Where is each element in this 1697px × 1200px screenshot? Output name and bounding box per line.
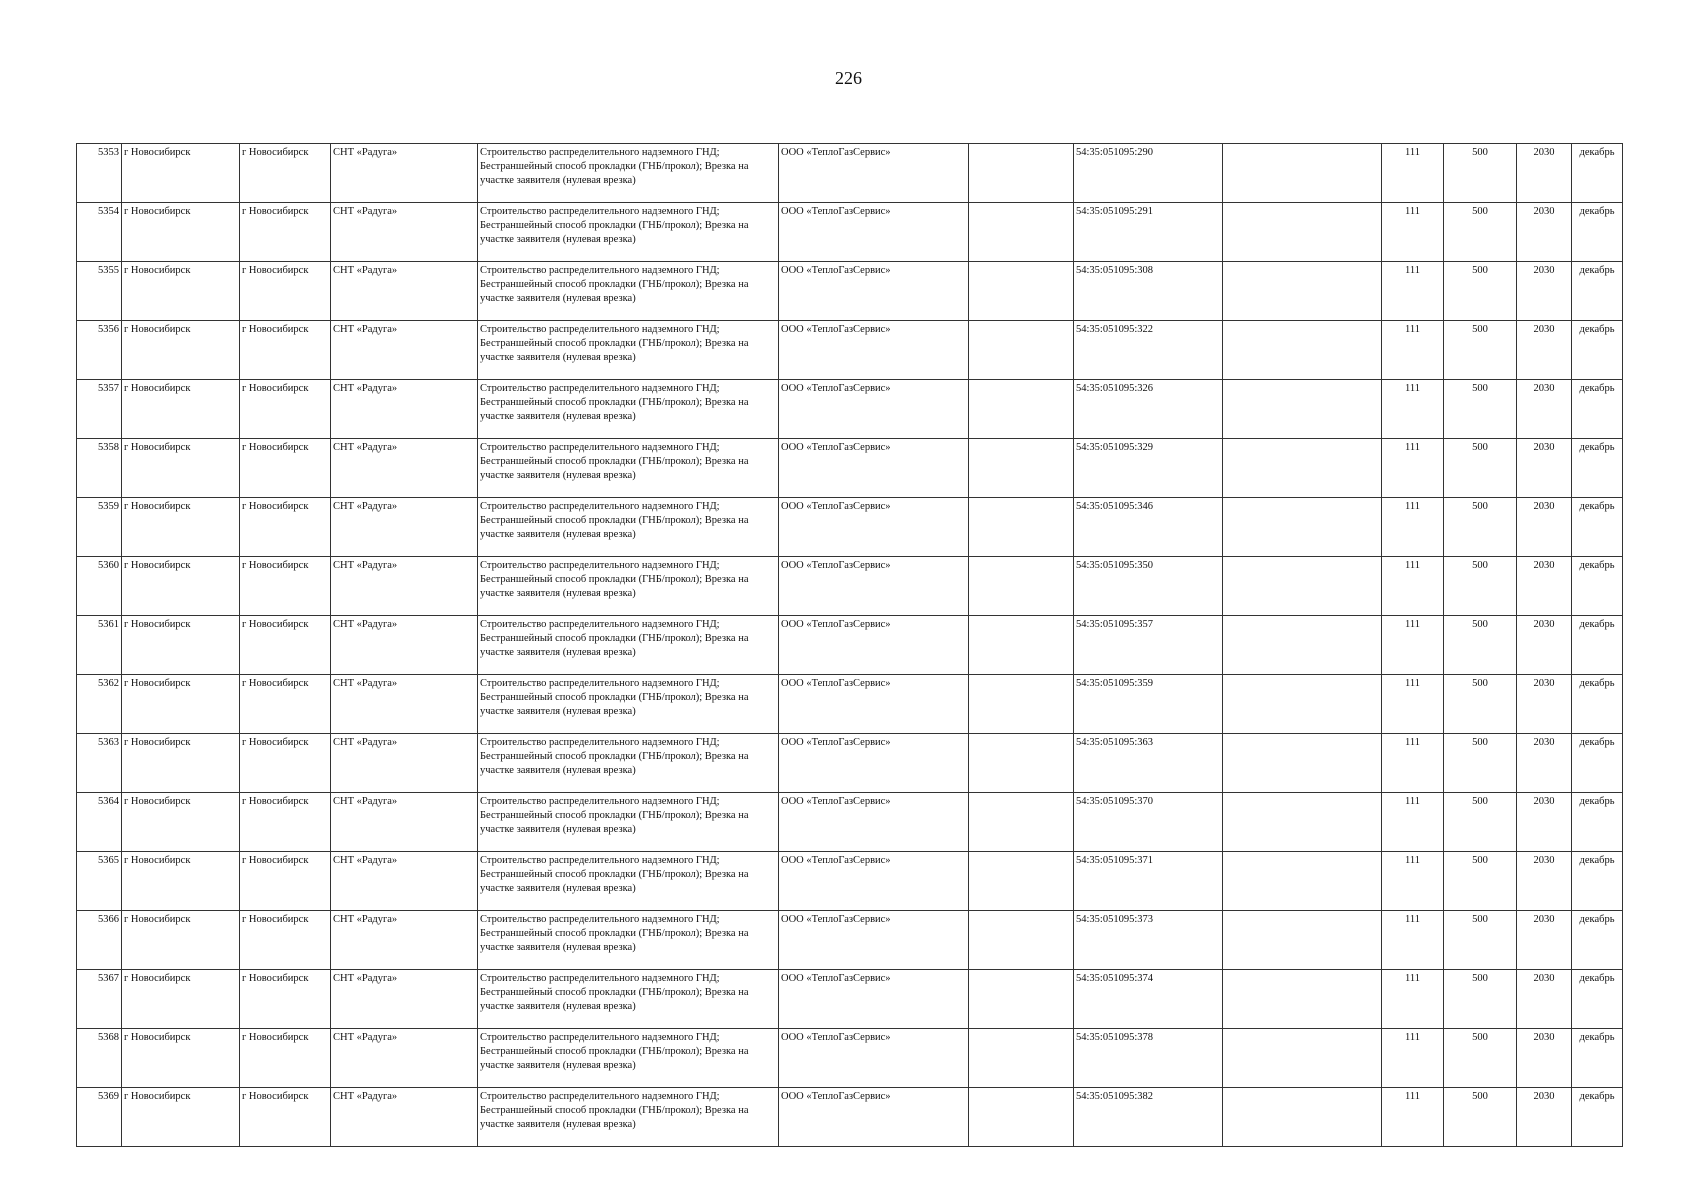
locality-cell: г Новосибирск xyxy=(240,1088,331,1147)
municipality-cell: г Новосибирск xyxy=(122,852,240,911)
row-number-cell: 5369 xyxy=(77,1088,122,1147)
row-number-cell: 5356 xyxy=(77,321,122,380)
row-number-cell: 5368 xyxy=(77,1029,122,1088)
year-cell: 2030 xyxy=(1517,498,1572,557)
length-cell: 500 xyxy=(1444,262,1517,321)
year-cell: 2030 xyxy=(1517,1088,1572,1147)
organization-cell: ООО «ТеплоГазСервис» xyxy=(779,262,969,321)
address-cell: СНТ «Радуга» xyxy=(331,439,478,498)
table-row xyxy=(77,498,1623,557)
year-cell: 2030 xyxy=(1517,675,1572,734)
table-body xyxy=(77,144,1623,1147)
empty-cell xyxy=(969,793,1074,852)
empty-cell xyxy=(1223,734,1382,793)
work-description-cell: Строительство распределительного надземного ГНД; Бестраншейный способ прокладки (ГНБ/прокол); Врезка на участке заявителя (нулевая врезка) xyxy=(478,380,779,439)
registry-table xyxy=(76,143,1623,1147)
locality-cell: г Новосибирск xyxy=(240,734,331,793)
year-cell: 2030 xyxy=(1517,380,1572,439)
month-cell: декабрь xyxy=(1572,203,1623,262)
empty-cell xyxy=(1223,1029,1382,1088)
table-row xyxy=(77,203,1623,262)
diameter-cell: 111 xyxy=(1382,675,1444,734)
diameter-cell: 111 xyxy=(1382,970,1444,1029)
address-cell: СНТ «Радуга» xyxy=(331,734,478,793)
organization-cell: ООО «ТеплоГазСервис» xyxy=(779,203,969,262)
work-description-cell: Строительство распределительного надземного ГНД; Бестраншейный способ прокладки (ГНБ/прокол); Врезка на участке заявителя (нулевая врезка) xyxy=(478,1088,779,1147)
row-number-cell: 5367 xyxy=(77,970,122,1029)
municipality-cell: г Новосибирск xyxy=(122,321,240,380)
row-number-cell: 5366 xyxy=(77,911,122,970)
month-cell: декабрь xyxy=(1572,911,1623,970)
month-cell: декабрь xyxy=(1572,793,1623,852)
locality-cell: г Новосибирск xyxy=(240,970,331,1029)
work-description-cell: Строительство распределительного надземного ГНД; Бестраншейный способ прокладки (ГНБ/прокол); Врезка на участке заявителя (нулевая врезка) xyxy=(478,1029,779,1088)
organization-cell: ООО «ТеплоГазСервис» xyxy=(779,380,969,439)
year-cell: 2030 xyxy=(1517,734,1572,793)
cadastral-number-cell: 54:35:051095:322 xyxy=(1074,321,1223,380)
organization-cell: ООО «ТеплоГазСервис» xyxy=(779,793,969,852)
organization-cell: ООО «ТеплоГазСервис» xyxy=(779,970,969,1029)
empty-cell xyxy=(1223,793,1382,852)
empty-cell xyxy=(1223,852,1382,911)
row-number-cell: 5365 xyxy=(77,852,122,911)
organization-cell: ООО «ТеплоГазСервис» xyxy=(779,616,969,675)
address-cell: СНТ «Радуга» xyxy=(331,1029,478,1088)
work-description-cell: Строительство распределительного надземного ГНД; Бестраншейный способ прокладки (ГНБ/прокол); Врезка на участке заявителя (нулевая врезка) xyxy=(478,439,779,498)
year-cell: 2030 xyxy=(1517,970,1572,1029)
municipality-cell: г Новосибирск xyxy=(122,675,240,734)
month-cell: декабрь xyxy=(1572,734,1623,793)
diameter-cell: 111 xyxy=(1382,1029,1444,1088)
diameter-cell: 111 xyxy=(1382,203,1444,262)
cadastral-number-cell: 54:35:051095:291 xyxy=(1074,203,1223,262)
length-cell: 500 xyxy=(1444,793,1517,852)
year-cell: 2030 xyxy=(1517,1029,1572,1088)
row-number-cell: 5363 xyxy=(77,734,122,793)
table-row xyxy=(77,911,1623,970)
locality-cell: г Новосибирск xyxy=(240,439,331,498)
work-description-cell: Строительство распределительного надземного ГНД; Бестраншейный способ прокладки (ГНБ/прокол); Врезка на участке заявителя (нулевая врезка) xyxy=(478,498,779,557)
organization-cell: ООО «ТеплоГазСервис» xyxy=(779,498,969,557)
empty-cell xyxy=(969,262,1074,321)
locality-cell: г Новосибирск xyxy=(240,1029,331,1088)
municipality-cell: г Новосибирск xyxy=(122,262,240,321)
diameter-cell: 111 xyxy=(1382,734,1444,793)
empty-cell xyxy=(969,1088,1074,1147)
work-description-cell: Строительство распределительного надземного ГНД; Бестраншейный способ прокладки (ГНБ/прокол); Врезка на участке заявителя (нулевая врезка) xyxy=(478,793,779,852)
empty-cell xyxy=(969,734,1074,793)
length-cell: 500 xyxy=(1444,203,1517,262)
length-cell: 500 xyxy=(1444,498,1517,557)
table-row xyxy=(77,793,1623,852)
address-cell: СНТ «Радуга» xyxy=(331,675,478,734)
year-cell: 2030 xyxy=(1517,852,1572,911)
work-description-cell: Строительство распределительного надземного ГНД; Бестраншейный способ прокладки (ГНБ/прокол); Врезка на участке заявителя (нулевая врезка) xyxy=(478,911,779,970)
cadastral-number-cell: 54:35:051095:326 xyxy=(1074,380,1223,439)
locality-cell: г Новосибирск xyxy=(240,203,331,262)
month-cell: декабрь xyxy=(1572,498,1623,557)
work-description-cell: Строительство распределительного надземного ГНД; Бестраншейный способ прокладки (ГНБ/прокол); Врезка на участке заявителя (нулевая врезка) xyxy=(478,734,779,793)
locality-cell: г Новосибирск xyxy=(240,852,331,911)
length-cell: 500 xyxy=(1444,557,1517,616)
municipality-cell: г Новосибирск xyxy=(122,144,240,203)
organization-cell: ООО «ТеплоГазСервис» xyxy=(779,852,969,911)
row-number-cell: 5364 xyxy=(77,793,122,852)
month-cell: декабрь xyxy=(1572,380,1623,439)
empty-cell xyxy=(1223,1088,1382,1147)
cadastral-number-cell: 54:35:051095:370 xyxy=(1074,793,1223,852)
empty-cell xyxy=(969,380,1074,439)
cadastral-number-cell: 54:35:051095:308 xyxy=(1074,262,1223,321)
cadastral-number-cell: 54:35:051095:373 xyxy=(1074,911,1223,970)
municipality-cell: г Новосибирск xyxy=(122,380,240,439)
table-row xyxy=(77,557,1623,616)
month-cell: декабрь xyxy=(1572,1088,1623,1147)
locality-cell: г Новосибирск xyxy=(240,498,331,557)
locality-cell: г Новосибирск xyxy=(240,321,331,380)
locality-cell: г Новосибирск xyxy=(240,262,331,321)
month-cell: декабрь xyxy=(1572,321,1623,380)
organization-cell: ООО «ТеплоГазСервис» xyxy=(779,911,969,970)
table-row xyxy=(77,616,1623,675)
diameter-cell: 111 xyxy=(1382,144,1444,203)
address-cell: СНТ «Радуга» xyxy=(331,970,478,1029)
empty-cell xyxy=(969,144,1074,203)
work-description-cell: Строительство распределительного надземного ГНД; Бестраншейный способ прокладки (ГНБ/прокол); Врезка на участке заявителя (нулевая врезка) xyxy=(478,675,779,734)
organization-cell: ООО «ТеплоГазСервис» xyxy=(779,1029,969,1088)
municipality-cell: г Новосибирск xyxy=(122,203,240,262)
empty-cell xyxy=(1223,144,1382,203)
year-cell: 2030 xyxy=(1517,557,1572,616)
month-cell: декабрь xyxy=(1572,262,1623,321)
organization-cell: ООО «ТеплоГазСервис» xyxy=(779,1088,969,1147)
empty-cell xyxy=(969,616,1074,675)
address-cell: СНТ «Радуга» xyxy=(331,144,478,203)
cadastral-number-cell: 54:35:051095:363 xyxy=(1074,734,1223,793)
month-cell: декабрь xyxy=(1572,970,1623,1029)
empty-cell xyxy=(969,203,1074,262)
empty-cell xyxy=(969,675,1074,734)
municipality-cell: г Новосибирск xyxy=(122,616,240,675)
cadastral-number-cell: 54:35:051095:371 xyxy=(1074,852,1223,911)
empty-cell xyxy=(969,557,1074,616)
cadastral-number-cell: 54:35:051095:290 xyxy=(1074,144,1223,203)
row-number-cell: 5355 xyxy=(77,262,122,321)
organization-cell: ООО «ТеплоГазСервис» xyxy=(779,321,969,380)
address-cell: СНТ «Радуга» xyxy=(331,203,478,262)
row-number-cell: 5353 xyxy=(77,144,122,203)
length-cell: 500 xyxy=(1444,321,1517,380)
empty-cell xyxy=(969,970,1074,1029)
length-cell: 500 xyxy=(1444,1088,1517,1147)
organization-cell: ООО «ТеплоГазСервис» xyxy=(779,439,969,498)
length-cell: 500 xyxy=(1444,1029,1517,1088)
empty-cell xyxy=(969,321,1074,380)
cadastral-number-cell: 54:35:051095:346 xyxy=(1074,498,1223,557)
work-description-cell: Строительство распределительного надземного ГНД; Бестраншейный способ прокладки (ГНБ/прокол); Врезка на участке заявителя (нулевая врезка) xyxy=(478,262,779,321)
year-cell: 2030 xyxy=(1517,203,1572,262)
table-row xyxy=(77,734,1623,793)
month-cell: декабрь xyxy=(1572,675,1623,734)
month-cell: декабрь xyxy=(1572,557,1623,616)
address-cell: СНТ «Радуга» xyxy=(331,616,478,675)
municipality-cell: г Новосибирск xyxy=(122,734,240,793)
diameter-cell: 111 xyxy=(1382,911,1444,970)
address-cell: СНТ «Радуга» xyxy=(331,911,478,970)
month-cell: декабрь xyxy=(1572,852,1623,911)
address-cell: СНТ «Радуга» xyxy=(331,321,478,380)
cadastral-number-cell: 54:35:051095:350 xyxy=(1074,557,1223,616)
row-number-cell: 5360 xyxy=(77,557,122,616)
length-cell: 500 xyxy=(1444,616,1517,675)
month-cell: декабрь xyxy=(1572,1029,1623,1088)
municipality-cell: г Новосибирск xyxy=(122,557,240,616)
row-number-cell: 5354 xyxy=(77,203,122,262)
table-row xyxy=(77,144,1623,203)
empty-cell xyxy=(1223,321,1382,380)
month-cell: декабрь xyxy=(1572,144,1623,203)
length-cell: 500 xyxy=(1444,911,1517,970)
diameter-cell: 111 xyxy=(1382,321,1444,380)
row-number-cell: 5357 xyxy=(77,380,122,439)
length-cell: 500 xyxy=(1444,380,1517,439)
length-cell: 500 xyxy=(1444,970,1517,1029)
empty-cell xyxy=(969,1029,1074,1088)
length-cell: 500 xyxy=(1444,144,1517,203)
year-cell: 2030 xyxy=(1517,262,1572,321)
municipality-cell: г Новосибирск xyxy=(122,439,240,498)
work-description-cell: Строительство распределительного надземного ГНД; Бестраншейный способ прокладки (ГНБ/прокол); Врезка на участке заявителя (нулевая врезка) xyxy=(478,203,779,262)
empty-cell xyxy=(1223,498,1382,557)
organization-cell: ООО «ТеплоГазСервис» xyxy=(779,557,969,616)
row-number-cell: 5359 xyxy=(77,498,122,557)
table-row xyxy=(77,1029,1623,1088)
cadastral-number-cell: 54:35:051095:382 xyxy=(1074,1088,1223,1147)
work-description-cell: Строительство распределительного надземного ГНД; Бестраншейный способ прокладки (ГНБ/прокол); Врезка на участке заявителя (нулевая врезка) xyxy=(478,144,779,203)
empty-cell xyxy=(1223,675,1382,734)
municipality-cell: г Новосибирск xyxy=(122,911,240,970)
address-cell: СНТ «Радуга» xyxy=(331,793,478,852)
table-row xyxy=(77,321,1623,380)
diameter-cell: 111 xyxy=(1382,498,1444,557)
municipality-cell: г Новосибирск xyxy=(122,498,240,557)
organization-cell: ООО «ТеплоГазСервис» xyxy=(779,675,969,734)
organization-cell: ООО «ТеплоГазСервис» xyxy=(779,144,969,203)
diameter-cell: 111 xyxy=(1382,557,1444,616)
length-cell: 500 xyxy=(1444,439,1517,498)
empty-cell xyxy=(969,498,1074,557)
table-row xyxy=(77,1088,1623,1147)
municipality-cell: г Новосибирск xyxy=(122,793,240,852)
work-description-cell: Строительство распределительного надземного ГНД; Бестраншейный способ прокладки (ГНБ/прокол); Врезка на участке заявителя (нулевая врезка) xyxy=(478,557,779,616)
locality-cell: г Новосибирск xyxy=(240,793,331,852)
year-cell: 2030 xyxy=(1517,439,1572,498)
cadastral-number-cell: 54:35:051095:329 xyxy=(1074,439,1223,498)
year-cell: 2030 xyxy=(1517,793,1572,852)
diameter-cell: 111 xyxy=(1382,793,1444,852)
empty-cell xyxy=(1223,439,1382,498)
month-cell: декабрь xyxy=(1572,616,1623,675)
table-row xyxy=(77,439,1623,498)
table-row xyxy=(77,970,1623,1029)
year-cell: 2030 xyxy=(1517,321,1572,380)
table-row xyxy=(77,262,1623,321)
empty-cell xyxy=(969,911,1074,970)
month-cell: декабрь xyxy=(1572,439,1623,498)
cadastral-number-cell: 54:35:051095:359 xyxy=(1074,675,1223,734)
empty-cell xyxy=(969,439,1074,498)
empty-cell xyxy=(1223,203,1382,262)
locality-cell: г Новосибирск xyxy=(240,144,331,203)
diameter-cell: 111 xyxy=(1382,262,1444,321)
table-row xyxy=(77,852,1623,911)
address-cell: СНТ «Радуга» xyxy=(331,557,478,616)
work-description-cell: Строительство распределительного надземного ГНД; Бестраншейный способ прокладки (ГНБ/прокол); Врезка на участке заявителя (нулевая врезка) xyxy=(478,970,779,1029)
address-cell: СНТ «Радуга» xyxy=(331,852,478,911)
municipality-cell: г Новосибирск xyxy=(122,970,240,1029)
empty-cell xyxy=(1223,380,1382,439)
empty-cell xyxy=(1223,262,1382,321)
address-cell: СНТ «Радуга» xyxy=(331,1088,478,1147)
diameter-cell: 111 xyxy=(1382,852,1444,911)
empty-cell xyxy=(969,852,1074,911)
address-cell: СНТ «Радуга» xyxy=(331,380,478,439)
page-number: 226 xyxy=(835,68,862,88)
diameter-cell: 111 xyxy=(1382,616,1444,675)
year-cell: 2030 xyxy=(1517,911,1572,970)
row-number-cell: 5361 xyxy=(77,616,122,675)
row-number-cell: 5358 xyxy=(77,439,122,498)
empty-cell xyxy=(1223,970,1382,1029)
empty-cell xyxy=(1223,616,1382,675)
empty-cell xyxy=(1223,911,1382,970)
organization-cell: ООО «ТеплоГазСервис» xyxy=(779,734,969,793)
table-row xyxy=(77,380,1623,439)
work-description-cell: Строительство распределительного надземного ГНД; Бестраншейный способ прокладки (ГНБ/прокол); Врезка на участке заявителя (нулевая врезка) xyxy=(478,321,779,380)
work-description-cell: Строительство распределительного надземного ГНД; Бестраншейный способ прокладки (ГНБ/прокол); Врезка на участке заявителя (нулевая врезка) xyxy=(478,852,779,911)
cadastral-number-cell: 54:35:051095:374 xyxy=(1074,970,1223,1029)
work-description-cell: Строительство распределительного надземного ГНД; Бестраншейный способ прокладки (ГНБ/прокол); Врезка на участке заявителя (нулевая врезка) xyxy=(478,616,779,675)
year-cell: 2030 xyxy=(1517,616,1572,675)
cadastral-number-cell: 54:35:051095:378 xyxy=(1074,1029,1223,1088)
table-row xyxy=(77,675,1623,734)
locality-cell: г Новосибирск xyxy=(240,380,331,439)
locality-cell: г Новосибирск xyxy=(240,675,331,734)
diameter-cell: 111 xyxy=(1382,439,1444,498)
diameter-cell: 111 xyxy=(1382,380,1444,439)
row-number-cell: 5362 xyxy=(77,675,122,734)
municipality-cell: г Новосибирск xyxy=(122,1088,240,1147)
locality-cell: г Новосибирск xyxy=(240,911,331,970)
municipality-cell: г Новосибирск xyxy=(122,1029,240,1088)
length-cell: 500 xyxy=(1444,734,1517,793)
empty-cell xyxy=(1223,557,1382,616)
address-cell: СНТ «Радуга» xyxy=(331,262,478,321)
year-cell: 2030 xyxy=(1517,144,1572,203)
cadastral-number-cell: 54:35:051095:357 xyxy=(1074,616,1223,675)
length-cell: 500 xyxy=(1444,675,1517,734)
length-cell: 500 xyxy=(1444,852,1517,911)
locality-cell: г Новосибирск xyxy=(240,557,331,616)
diameter-cell: 111 xyxy=(1382,1088,1444,1147)
address-cell: СНТ «Радуга» xyxy=(331,498,478,557)
locality-cell: г Новосибирск xyxy=(240,616,331,675)
